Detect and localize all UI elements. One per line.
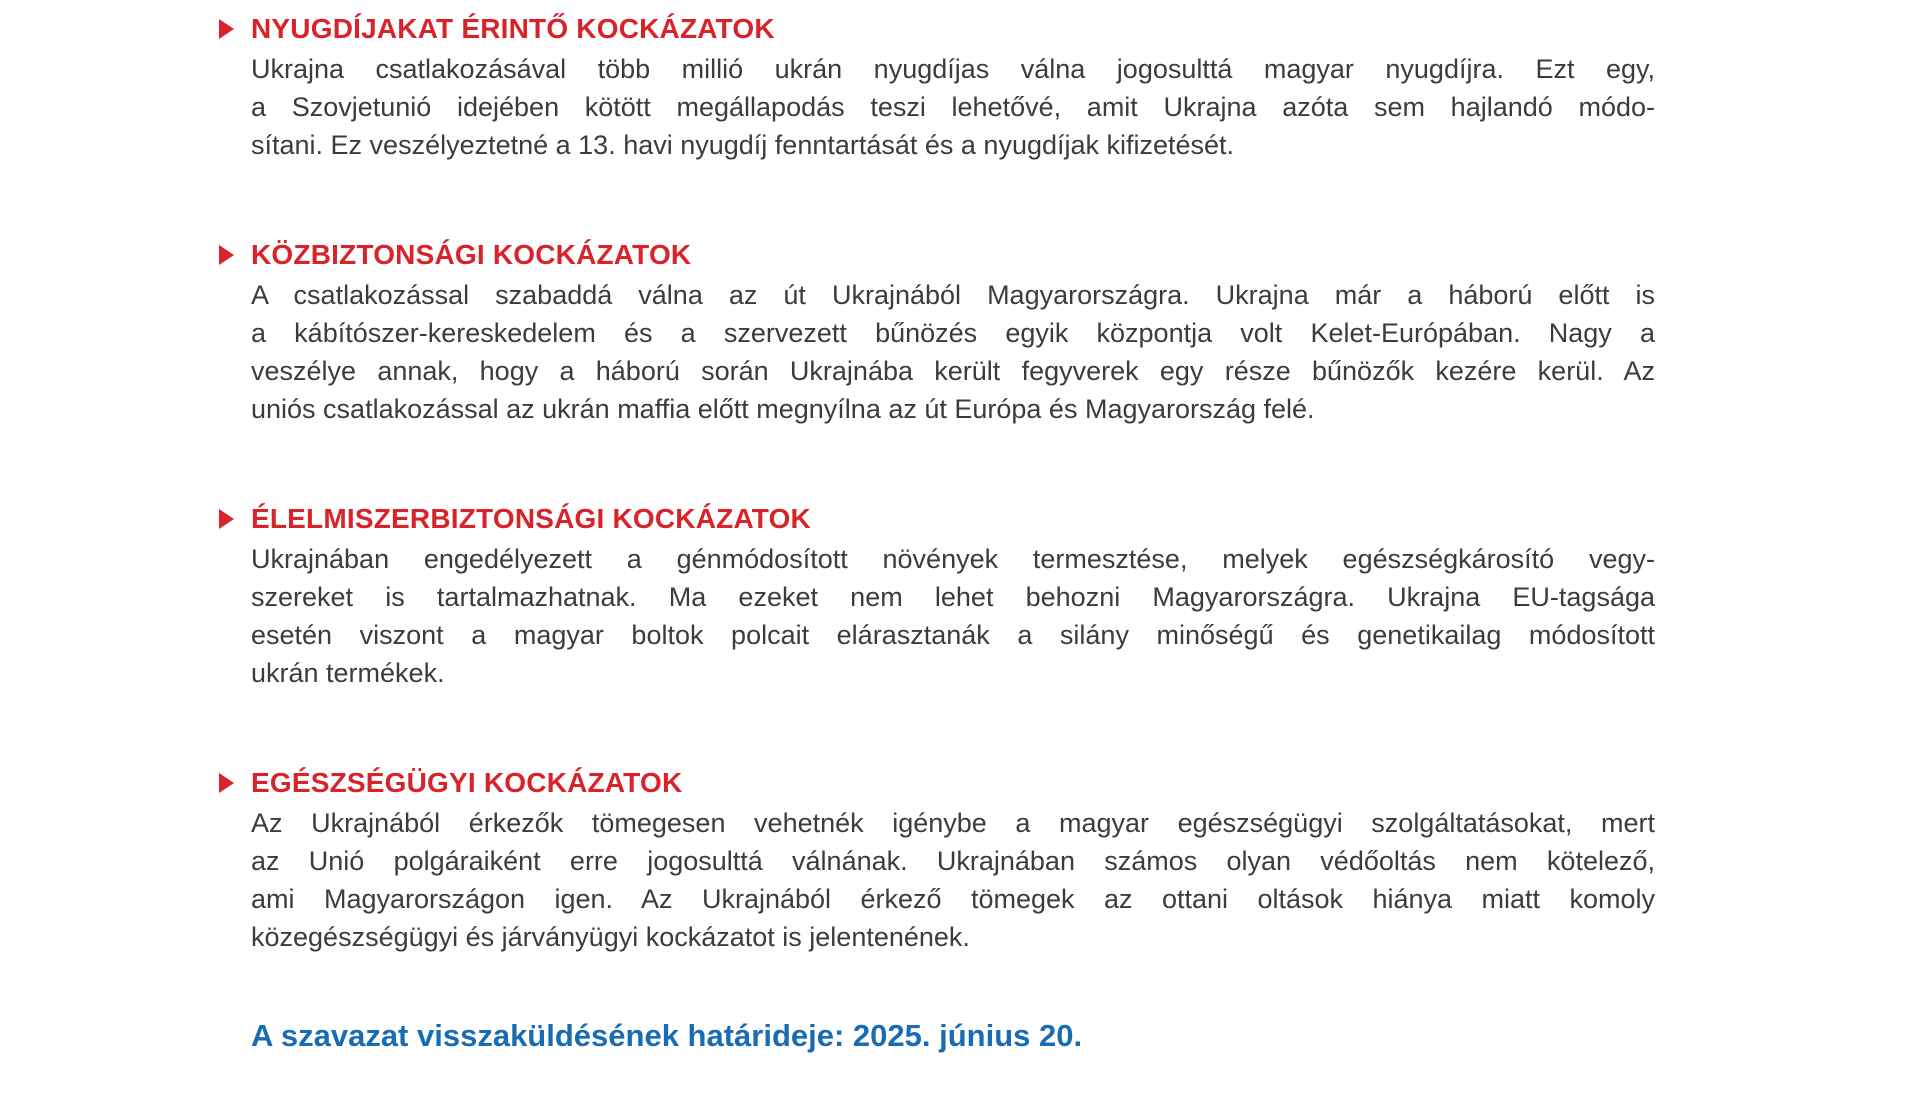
- body-line: szereket is tartalmazhatnak. Ma ezeket nem lehet behozni Magyarországra. Ukrajna EU-tagsága: [251, 582, 1655, 612]
- risk-section-healthcare: [251, 764, 1655, 956]
- body-line: uniós csatlakozással az ukrán maffia előtt megnyílna az út Európa és Magyarország felé.: [251, 394, 1315, 424]
- body-line: Ukrajnában engedélyezett a génmódosított növények termesztése, melyek egészségkárosító vegy-: [251, 544, 1655, 574]
- body-line: a kábítószer-kereskedelem és a szervezett bűnözés egyik központja volt Kelet-Európában. Nagy a: [251, 318, 1655, 348]
- section-body: [251, 540, 1655, 692]
- body-line: Az Ukrajnából érkezők tömegesen vehetnék igénybe a magyar egészségügyi szolgáltatásokat, mert: [251, 808, 1655, 838]
- triangle-bullet-icon: [219, 19, 234, 39]
- body-line: A csatlakozással szabaddá válna az út Ukrajnából Magyarországra. Ukrajna már a háború előtt is: [251, 280, 1655, 310]
- body-line: ami Magyarországon igen. Az Ukrajnából érkező tömegek az ottani oltások hiánya miatt komoly: [251, 884, 1655, 914]
- body-line: sítani. Ez veszélyeztetné a 13. havi nyugdíj fenntartását és a nyugdíjak kifizetését.: [251, 130, 1235, 160]
- section-title: ÉLELMISZERBIZTONSÁGI KOCKÁZATOK: [251, 503, 811, 534]
- section-heading: [251, 764, 1655, 802]
- risk-section-food-safety: [251, 500, 1655, 692]
- triangle-bullet-icon: [219, 773, 234, 793]
- body-line: az Unió polgáraiként erre jogosulttá válnának. Ukrajnában számos olyan védőoltás nem kötelező,: [251, 846, 1655, 876]
- triangle-bullet-icon: [219, 509, 234, 529]
- risk-section-pensions: [251, 10, 1655, 164]
- body-line: közegészségügyi és járványügyi kockázatot is jelentenének.: [251, 922, 970, 952]
- section-body: [251, 50, 1655, 164]
- section-heading: [251, 236, 1655, 274]
- section-title: NYUGDÍJAKAT ÉRINTŐ KOCKÁZATOK: [251, 13, 775, 44]
- risk-section-public-safety: [251, 236, 1655, 428]
- section-body: [251, 276, 1655, 428]
- body-line: Ukrajna csatlakozásával több millió ukrán nyugdíjas válna jogosulttá magyar nyugdíjra. Ezt egy,: [251, 54, 1655, 84]
- body-line: ukrán termékek.: [251, 658, 445, 688]
- body-line: veszélye annak, hogy a háború során Ukrajnába került fegyverek egy része bűnözők kezére kerül. Az: [251, 356, 1655, 386]
- deadline-notice: A szavazat visszaküldésének határideje: 2025. június 20.: [251, 1018, 1083, 1053]
- triangle-bullet-icon: [219, 245, 234, 265]
- section-body: [251, 804, 1655, 956]
- section-title: EGÉSZSÉGÜGYI KOCKÁZATOK: [251, 767, 683, 798]
- section-title: KÖZBIZTONSÁGI KOCKÁZATOK: [251, 239, 692, 270]
- body-line: a Szovjetunió idejében kötött megállapodás teszi lehetővé, amit Ukrajna azóta sem hajlandó módo-: [251, 92, 1655, 122]
- section-heading: [251, 500, 1655, 538]
- section-heading: [251, 10, 1655, 48]
- body-line: esetén viszont a magyar boltok polcait elárasztanák a silány minőségű és genetikailag módosított: [251, 620, 1655, 650]
